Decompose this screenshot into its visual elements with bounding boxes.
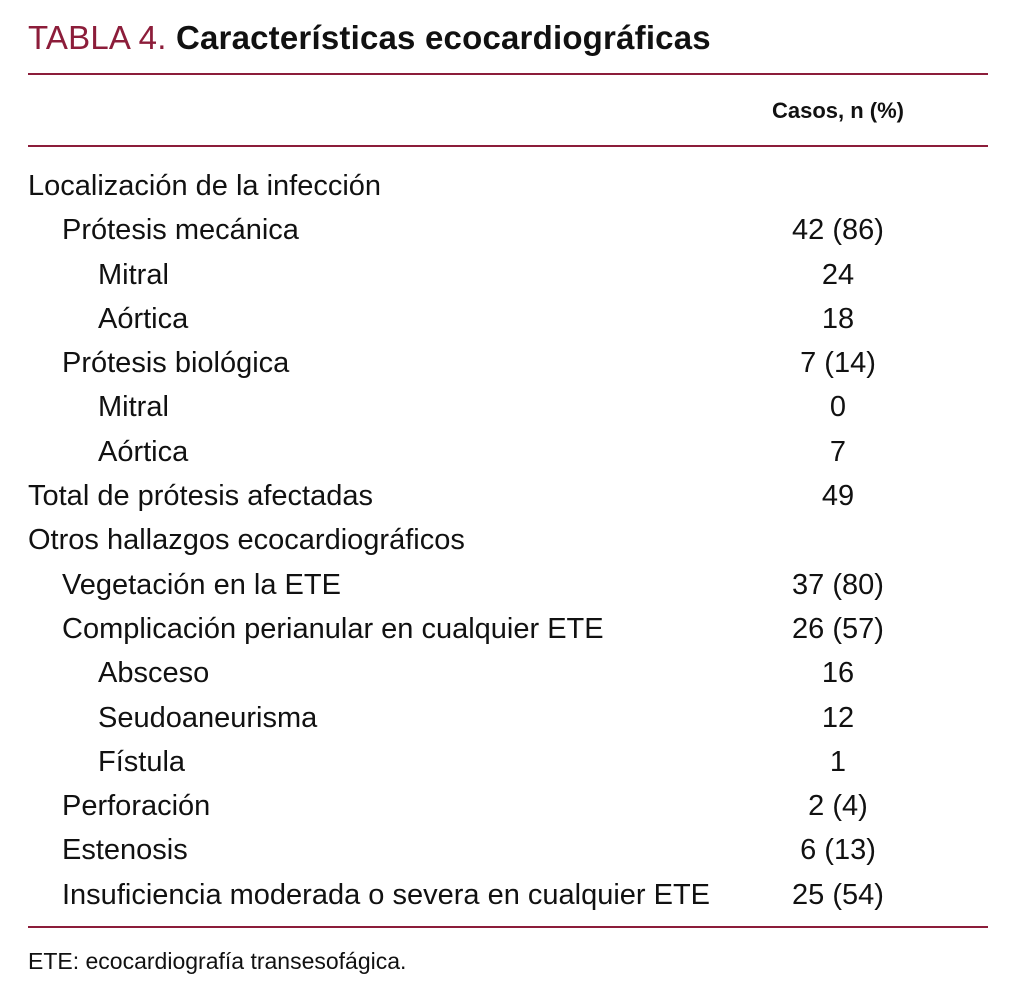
table-row: [28, 164, 988, 208]
row-value: 2 (4): [808, 790, 868, 823]
row-value: 1: [829, 745, 847, 778]
row-label: Total de prótesis afectadas: [28, 480, 373, 513]
table-figure: [28, 0, 988, 1000]
table-row: [28, 784, 988, 828]
table-row: [28, 740, 988, 784]
bottom-rule: [28, 926, 988, 928]
table-row: [28, 828, 988, 872]
table-row: [28, 385, 988, 429]
row-label: Insuficiencia moderada o severa en cualquier ETE: [62, 878, 711, 911]
row-value: 7: [829, 435, 847, 468]
header-rule: [28, 145, 988, 147]
table-body: [28, 164, 988, 917]
table-row: [28, 430, 988, 474]
table-row: [28, 474, 988, 518]
row-value: 7 (14): [800, 347, 876, 380]
row-label: Prótesis biológica: [62, 347, 290, 380]
row-label: Otros hallazgos ecocardiográficos: [28, 524, 465, 557]
table-row: [28, 651, 988, 695]
row-label: Fístula: [98, 745, 186, 778]
row-value: 0: [829, 391, 847, 424]
row-value: 26 (57): [792, 612, 884, 645]
row-value: 37 (80): [792, 568, 884, 601]
row-label: Aórtica: [98, 302, 189, 335]
row-value: 16: [821, 657, 855, 690]
table-caption: Características ecocardiográficas: [175, 19, 711, 56]
row-label: Localización de la infección: [28, 170, 382, 202]
row-label: Estenosis: [62, 834, 188, 867]
row-value: 6 (13): [800, 834, 876, 867]
table-footnote: ETE: ecocardiografía transesofágica.: [28, 948, 407, 974]
row-value: 42 (86): [792, 214, 884, 247]
row-value: 49: [821, 480, 855, 513]
table-row: [28, 607, 988, 651]
table-row: [28, 873, 988, 917]
table-row: [28, 297, 988, 341]
row-value: 18: [821, 302, 855, 335]
table-number: TABLA 4.: [28, 19, 167, 56]
row-label: Complicación perianular en cualquier ETE: [62, 612, 604, 645]
top-rule: [28, 73, 988, 75]
table-row: [28, 563, 988, 607]
row-value: 12: [821, 701, 855, 734]
table-row: [28, 341, 988, 385]
column-header-cases: Casos, n (%): [771, 98, 905, 123]
row-value: 25 (54): [792, 878, 884, 911]
table-row: [28, 696, 988, 740]
row-value: 24: [821, 258, 855, 291]
row-label: Mitral: [98, 258, 169, 291]
table-row: [28, 208, 988, 252]
row-label: Aórtica: [98, 435, 189, 468]
table-row: [28, 518, 988, 562]
row-label: Absceso: [98, 657, 210, 690]
row-label: Perforación: [62, 790, 211, 823]
row-label: Mitral: [98, 391, 169, 424]
table-row: [28, 253, 988, 297]
row-label: Prótesis mecánica: [62, 214, 299, 247]
table-title: [28, 18, 711, 58]
row-label: Seudoaneurisma: [98, 701, 318, 734]
row-label: Vegetación en la ETE: [62, 568, 341, 601]
